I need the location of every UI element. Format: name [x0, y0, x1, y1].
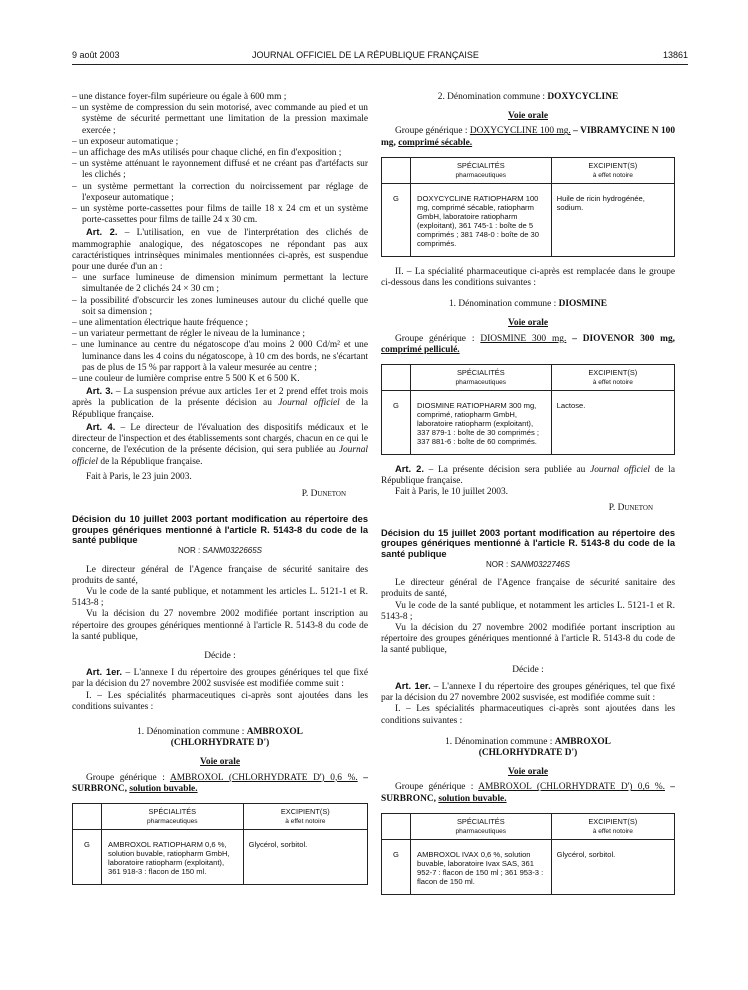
- table-header-row: [382, 813, 675, 839]
- list-item: – un affichage des mAs utilisés pour chaque cliché, en fin d'exposition ;: [72, 148, 342, 159]
- decide: Décide :: [204, 650, 236, 661]
- preamble: Le directeur général de l'Agence française de sécurité sanitaire des produits de santé,: [381, 578, 675, 600]
- section-heading: I. – Les spécialités pharmaceutiques ci-après sont ajoutées dans les conditions suivantes :: [72, 690, 368, 712]
- route-heading: Voie orale: [199, 757, 240, 768]
- list-item: – une distance foyer-film supérieure ou égale à 600 mm ;: [72, 92, 287, 102]
- table-header-row: [73, 803, 368, 829]
- preamble: Vu le code de la santé publique, et notamment les articles L. 5121-1 et R. 5143-8 ;: [381, 600, 675, 622]
- column-header: SPÉCIALITÉS pharmaceutiques: [411, 813, 552, 839]
- column-header: SPÉCIALITÉS pharmaceutiques: [411, 157, 552, 183]
- specialty-table: [381, 364, 675, 455]
- column-header: SPÉCIALITÉS pharmaceutiques: [102, 803, 244, 829]
- right-column: [381, 92, 675, 895]
- list-item: – la possibilité d'obscurcir les zones lumineuses autour du cliché quelle que soit sa dimension ;: [72, 295, 368, 317]
- column-header: EXCIPIENT(S) à effet notoire: [551, 813, 674, 839]
- header-journal-title: JOURNAL OFFICIEL DE LA RÉPUBLIQUE FRANÇAISE: [252, 50, 479, 60]
- route-heading: Voie orale: [507, 767, 548, 778]
- article-1: Art. 1er. – L'annexe I du répertoire des groupes génériques tel que fixé par la décision du 27 novembre 2002 susvisée est modifiée comme suit :: [72, 666, 368, 690]
- denomination-subtitle: (CHLORHYDRATE D'): [478, 747, 578, 758]
- page-header: [72, 50, 688, 65]
- signature: P. Duneton: [301, 488, 346, 499]
- article-2: Art. 2. – L'utilisation, en vue de l'interprétation des clichés de mammographie analogique, des négatoscopes ne répondant pas aux caractéristiques intrinsèques minimales mentionnées ci-après, est suspendue pour une durée d'un an :: [72, 226, 368, 273]
- article-1: Art. 1er. – L'annexe I du répertoire des groupes génériques, tel que fixé par la décision du 27 novembre 2002 susvisée, est modifiée comme suit :: [381, 679, 675, 704]
- list-item: – une alimentation électrique haute fréquence ;: [72, 318, 248, 329]
- denomination-subtitle: (CHLORHYDRATE D'): [170, 738, 270, 749]
- nor-reference: NOR : SANM0322746S: [485, 560, 571, 570]
- decision-title: Décision du 10 juillet 2003 portant modification au répertoire des groupes génériques mentionné à l'article R. 5143-8 du code de la santé publique: [72, 514, 368, 545]
- route-heading: Voie orale: [507, 318, 548, 329]
- decision-title: Décision du 15 juillet 2003 portant modification au répertoire des groupes génériques mentionné à l'article R. 5143-8 du code de la santé publique: [381, 527, 675, 559]
- column-header: EXCIPIENT(S) à effet notoire: [243, 803, 367, 829]
- column-header: EXCIPIENT(S) à effet notoire: [551, 157, 674, 183]
- date-place: Fait à Paris, le 23 juin 2003.: [86, 471, 192, 482]
- left-column: [72, 92, 368, 885]
- specialty-table: [381, 157, 675, 257]
- preamble: Vu la décision du 27 novembre 2002 modifiée portant inscription au répertoire des groupes génériques mentionné à l'article R. 5143-8 du code de la santé publique,: [381, 623, 675, 656]
- preamble: Vu la décision du 27 novembre 2002 modifiée portant inscription au répertoire des groupes génériques mentionné à l'article R. 5143-8 du code de la santé publique,: [72, 609, 368, 642]
- table-header-row: [382, 365, 675, 391]
- section-heading: II. – La spécialité pharmaceutique ci-après est remplacée dans le groupe ci-dessous dans les conditions suivantes :: [381, 266, 675, 289]
- denomination: 2. Dénomination commune : DOXYCYCLINE: [437, 92, 619, 102]
- list-item: – une surface lumineuse de dimension minimum permettant la lecture simultanée de 2 clichés 24 × 30 cm ;: [72, 273, 368, 295]
- list-item: – un système atténuant le rayonnement diffusé et ne créant pas d'artéfacts sur les clichés ;: [72, 159, 368, 181]
- generic-group: Groupe générique : AMBROXOL (CHLORHYDRATE D') 0,6 %. – SURBRONC, solution buvable.: [72, 772, 368, 794]
- list-item: – un exposeur automatique ;: [72, 136, 179, 147]
- equipment-list: [72, 92, 368, 226]
- generic-group: Groupe générique : DIOSMINE 300 mg. – DIOVENOR 300 mg, comprimé pelliculé.: [381, 333, 675, 355]
- list-item: – un système de compression du sein motorisé, avec commande au pied et un système de sécurité permettant une limitation de la pression maximale exercée ;: [72, 103, 368, 136]
- header-date: 9 août 2003: [72, 50, 120, 60]
- table-row: G AMBROXOL RATIOPHARM 0,6 %, solution buvable, ratiopharm GmbH, laboratoire ratiopharm (exploitant), 361 918-3 : flacon de 150 ml. Glycérol, sorbitol.: [73, 829, 368, 884]
- preamble: Vu le code de la santé publique, et notamment les articles L. 5121-1 et R. 5143-8 ;: [72, 586, 368, 609]
- denomination: 1. Dénomination commune : DIOSMINE: [448, 299, 608, 310]
- table-row: G AMBROXOL IVAX 0,6 %, solution buvable, laboratoire Ivax SAS, 361 952-7 : flacon de 150 ml ; 361 953-3 : flacon de 150 ml. Glycérol, sorbitol.: [382, 839, 675, 894]
- column-header: EXCIPIENT(S) à effet notoire: [551, 365, 674, 391]
- article-4: Art. 4. – Le directeur de l'évaluation des dispositifs médicaux et le directeur de l'inspection et des établissements sont chargés, chacun en ce qui le concerne, de l'exécution de la présente décision, qui sera publiée au Journal officiel de la République française.: [72, 420, 368, 467]
- table-row: G DIOSMINE RATIOPHARM 300 mg, comprimé, ratiopharm GmbH, laboratoire ratiopharm (exploitant), 337 879-1 : boîte de 30 comprimés ; 337 881-6 : boîte de 60 comprimés. Lactose.: [382, 391, 675, 455]
- table-header-row: [382, 157, 675, 183]
- route-heading: Voie orale: [507, 111, 548, 122]
- specialty-table: [72, 803, 368, 885]
- list-item: – un variateur permettant de régler le niveau de la luminance ;: [72, 329, 305, 340]
- generic-group: Groupe générique : DOXYCYCLINE 100 mg. – VIBRAMYCINE N 100 mg, comprimé sécable.: [381, 126, 676, 148]
- section-heading: I. – Les spécialités pharmaceutiques ci-après sont ajoutées dans les conditions suivantes :: [381, 704, 675, 726]
- decide: Décide :: [512, 664, 544, 675]
- date-place: Fait à Paris, le 10 juillet 2003.: [395, 487, 509, 498]
- signature: P. Duneton: [608, 502, 653, 513]
- table-row: G DOXYCYCLINE RATIOPHARM 100 mg, comprimé sécable, ratiopharm GmbH, laboratoire ratiopharm (exploitant), 361 745-1 : boîte de 5 comprimés ; 381 748-0 : boîte de 30 comprimés. Huile de ricin hydrogénée, sodium.: [382, 183, 675, 256]
- negatoscope-list: [72, 273, 368, 385]
- list-item: – une luminance au centre du négatoscope d'au moins 2 000 Cd/m² et une luminance dans les 4 coins du négatoscope, à 10 cm des bords, ne s'écartant pas de plus de 15 % par rapport à la valeur mesurée au centre ;: [72, 340, 368, 373]
- denomination: 1. Dénomination commune : AMBROXOL: [445, 736, 611, 747]
- article-3: Art. 3. – La suspension prévue aux articles 1er et 2 prend effet trois mois après la publication de la présente décision au Journal officiel de la République française.: [72, 385, 368, 420]
- nor-reference: NOR : SANM0322665S: [177, 546, 263, 556]
- header-page-number: 13861: [662, 50, 688, 60]
- list-item: – un système permettant la correction du noircissement par réglage de l'exposeur automatique ;: [72, 181, 368, 203]
- denomination: 1. Dénomination commune : AMBROXOL: [137, 726, 303, 737]
- specialty-table: [381, 813, 675, 895]
- list-item: – un système porte-cassettes pour films de taille 18 x 24 cm et un système porte-cassettes pour films de taille 24 x 30 cm.: [72, 204, 368, 226]
- generic-group: Groupe générique : AMBROXOL (CHLORHYDRATE D') 0,6 %. – SURBRONC, solution buvable.: [381, 782, 675, 804]
- column-header: SPÉCIALITÉS pharmaceutiques: [411, 365, 552, 391]
- article-2: Art. 2. – La présente décision sera publiée au Journal officiel de la République française.: [381, 463, 675, 487]
- list-item: – une couleur de lumière comprise entre 5 500 K et 6 500 K.: [72, 374, 300, 385]
- preamble: Le directeur général de l'Agence française de sécurité sanitaire des produits de santé,: [72, 564, 368, 586]
